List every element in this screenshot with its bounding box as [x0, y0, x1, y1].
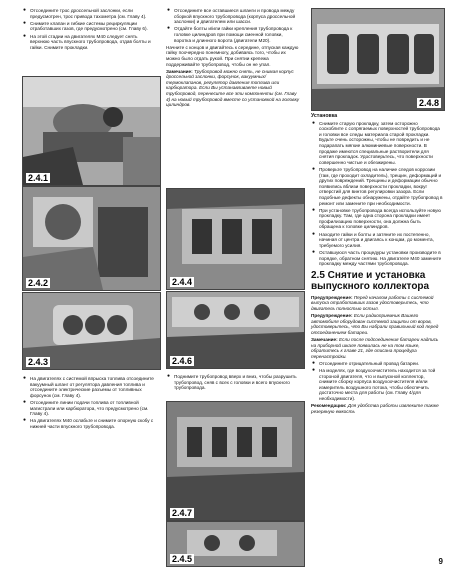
list-item-text: При установке трубопровода всегда используйте новую прокладку. Там, где одна сторона прокладки имеет профилизацию поверхности, она должна быть обращена к головке цилиндров. [319, 207, 441, 230]
photo-2-4-5 [166, 521, 305, 567]
list-item: ● На моделях, где воздухоочиститель находится за той стороной двигателя, что и выпускной коллектор, снимите сборку корпуса воздухоочистителя и/или измеритель воздушного потока, чтобы обеспечить достаточно места для работы (см. Главу 4/для необходимости). [312, 367, 436, 401]
recommendation-label: Рекомендации: [311, 403, 347, 409]
list-item-text: Отсоедините трос дроссельной заслонки, если предусмотрен, трос привода тахометра (см. Главу 4). [30, 8, 147, 19]
list-item-text: Проверьте трубопровод на наличие следов коррозии (там, где проходит охладитель), трещин, деформаций и других повреждений. Трещины и деформации обычно появились вблизи поверхности прокладки, вокруг отверстий для винтов регулировки зазора. Если подобные дефекты обнаружены, отдайте трубопровод в ремонт или замените при необходимости. [319, 166, 443, 206]
photo-2-4-3 [22, 292, 161, 370]
list-item-text: На двигателях М40 ослабьте и снимите опорную скобу с нижней части впускного трубопровода. [30, 418, 154, 429]
photo-2-4-4 [166, 188, 305, 290]
list-item-text: Снимите клапан и гибкие системы рециркуляции отработавших газов, где предусмотрено (см. Главу 6). [30, 20, 148, 32]
engine-photo-image [23, 77, 160, 185]
list-item: ● Оставшуюся часть процедуры установки производите в порядке, обратном снятию. На двигателе М40 замените прокладку между частями трубопровода. [312, 249, 442, 267]
recommendation-text: Для удобства работы извлеките также резервную емкость [311, 403, 439, 414]
note-text: Трубопровод можно снять, не снимая корпус дроссельной заслонки, форсунок, вакуумных/термоклапанов, регулятор давления топлива или карбюратора. Если Вы устанавливаете новый трубопровод, перенесите все эти компоненты (см. Главу 4) на новый трубопровод вместе со установкой на головку цилиндров. [166, 68, 300, 108]
note-text: Если после подсоединения батареи надпись на приборной шкале появилась не на том языке, обратитесь к главе 21, где описана процедура перенастройки. [311, 336, 439, 359]
warning-text: Перед началом работы с системой выпуска отработавших газов удостоверьтесь, что двигатель полностью остыл. [311, 294, 434, 311]
photo-caption: 2.4.5 [172, 554, 193, 564]
list-item-text: Отсоедините все оставшиеся шланги и провода между сборкой впускного трубопровода (корпуса дроссельной заслонки) и двигателем или шасси. [174, 8, 296, 25]
column-2-bottom [166, 374, 301, 392]
photo-caption: 2.4.7 [172, 508, 193, 518]
list-item: ● Находите гайки и болты и затяните их постепенно, начиная от центра и двигаясь к концам, до момента, требуемого усилия. [312, 230, 434, 248]
list-item-text: На моделях, где воздухоочиститель находится за той стороной двигателя, что и выпускной коллектор, снимите сборку корпуса воздухоочистителя и/или измеритель воздушного потока, чтобы обеспечить достаточно места для работы (см. Главу 4/для необходимости). [319, 368, 436, 401]
list-item-text: Снимите старую прокладку, затем осторожно соскоблите с сопрягаемых поверхностей трубопровода и головки все следы материала старой прокладки. Будьте очень осторожны, чтобы не повредить и не подарапать мягкие алюминиевые поверхности. В продаже имеются специальные растворители для снятия прокладок. Удостоверьтесь, что поверхности совершенно чистые и обезжирены. [319, 120, 440, 165]
column-2-top [166, 8, 301, 109]
paragraph: Начните с концов и двигайтесь к середине, отпуская каждую гайку поочередно понемногу, добиваясь того, чтобы их можно было отдать рукой. При снятии крепежа поддерживайте трубопровод, чтобы он не упал. [166, 44, 299, 67]
list-item: ● На двигателях М40 ослабьте и снимите опорную скобу с нижней части впускного трубопровода. [23, 417, 154, 429]
photo-caption: 2.4.2 [28, 278, 49, 288]
note [311, 337, 443, 359]
recommendation [311, 403, 443, 414]
list-item-text: Поднимите трубопровод вверх и вниз, чтобы разрушить трубопровод, сняв с всех с головки и всего впускного трубопровода. [174, 374, 297, 391]
photo-2-4-1 [22, 76, 161, 186]
warning-label: Предупреждение: [311, 313, 353, 319]
engine-photo-image [167, 402, 304, 520]
note-label: Замечание: [166, 68, 193, 74]
warning-text: Если радиоприемник Вашего автомобиля оборудован системой защиты от воров, удостоверьтесь, что Вы набрали правильный код перед отсоединением батареи. [311, 313, 439, 335]
list-item-text: Находите гайки и болты и затяните их постепенно, начиная от центра и двигаясь к концам, до момента, требуемого усилия. [319, 231, 434, 248]
engine-photo-image [167, 189, 304, 289]
note-label: Замечание: [311, 336, 338, 342]
list-item: ● Снимите старую прокладку, затем осторожно соскоблите с сопрягаемых поверхностей трубопровода и головки все следы материала старой прокладки. Будьте очень осторожны, чтобы не повредить и не подарапать мягкие алюминиевые поверхности. В продаже имеются специальные растворители для снятия прокладок. Удостоверьтесь, что поверхности совершенно чистые и обезжирены. [312, 119, 440, 165]
column-3 [311, 112, 443, 416]
warning-label: Предупреждение: [311, 294, 353, 300]
list-item: ● При установке трубопровода всегда используйте новую прокладку. Там, где одна сторона прокладки имеет профилизацию поверхности, она должна быть обращена к головке цилиндров. [312, 206, 441, 230]
photo-caption: 2.4.8 [418, 98, 439, 108]
column-1-top [22, 8, 157, 52]
list-item-text: Оставшуюся часть процедуры установки производите в порядке, обратном снятию. На двигателе М40 замените прокладку между частями трубопровода. [319, 250, 442, 267]
list-item: ● Отдайте болты и/или гайки крепления трубопровода к головке цилиндров при помощи сменной головки, воротка и длинного ворота (двигатели М20). [167, 25, 293, 43]
photo-2-4-7 [166, 401, 305, 521]
subheading-installation: Установка [311, 113, 338, 119]
engine-photo-image [23, 187, 160, 290]
list-item-text: На этой стадии на двигателях М40 следует снять верхнюю часть впускного трубопровода, отдав болты и гайки. Снимите прокладки. [30, 33, 151, 50]
photo-2-4-6 [166, 291, 305, 369]
list-item: ● Проверьте трубопровод на наличие следов коррозии (там, где проходит охладитель), трещин, деформаций и других повреждений. Трещины и деформации обычно появились вблизи поверхности прокладки, вокруг отверстий для винтов регулировки зазора. Если подобные дефекты обнаружены, отдайте трубопровод в ремонт или замените при необходимости. [312, 165, 443, 206]
warning [311, 295, 443, 312]
page-number: 9 [438, 557, 443, 566]
photo-caption: 2.4.6 [172, 356, 193, 366]
list-item: ● Отсоедините трос дроссельной заслонки, если предусмотрен, трос привода тахометра (см. Главу 4). [23, 7, 147, 19]
section-heading: 2.5 Снятие и установка выпускного коллектора [311, 269, 430, 292]
list-item-text: На двигателях с системой впрыска топлива отсоедините вакуумный шланг от регулятора давления топлива и отсоедините электрические разъемы от топливных форсунок (см. Главу 4). [30, 376, 154, 398]
list-item-text: Отсоедините отрицательный провод батареи. [319, 360, 420, 366]
note [166, 69, 301, 108]
list-item: ● Отсоедините отрицательный провод батареи. [312, 359, 420, 366]
list-item-text: Отсоедините линии подачи топлива от топливной магистрали или карбюратора, что предусмотрено (см. Главу 4). [30, 399, 149, 417]
photo-caption: 2.4.4 [172, 277, 193, 287]
column-1-bottom [22, 376, 157, 431]
list-item-text: Отдайте болты и/или гайки крепления трубопровода к головке цилиндров при помощи сменной головки, воротка и длинного ворота (двигатели М20). [174, 26, 293, 43]
list-item: ● На этой стадии на двигателях М40 следует снять верхнюю часть впускного трубопровода, отдав болты и гайки. Снимите прокладки. [23, 32, 151, 50]
photo-caption: 2.4.1 [28, 173, 49, 183]
list-item: ● На двигателях с системой впрыска топлива отсоедините вакуумный шланг от регулятора давления топлива и отсоедините электрические разъемы от топливных форсунок (см. Главу 4). [23, 375, 154, 398]
engine-photo-image [312, 9, 444, 110]
photo-2-4-2 [22, 186, 161, 291]
warning [311, 313, 443, 335]
photo-caption: 2.4.3 [28, 357, 49, 367]
list-item: ● Снимите клапан и гибкие системы рециркуляции отработавших газов, где предусмотрено (см. Главу 6). [23, 19, 148, 32]
list-item: ● Отсоедините линии подачи топлива от топливной магистрали или карбюратора, что предусмотрено (см. Главу 4). [23, 398, 149, 417]
photo-2-4-8 [311, 8, 445, 111]
list-item: ● Отсоедините все оставшиеся шланги и провода между сборкой впускного трубопровода (корпуса дроссельной заслонки) и двигателем или шасси. [167, 7, 296, 25]
list-item: ● Поднимите трубопровод вверх и вниз, чтобы разрушить трубопровод, сняв с всех с головки и всего впускного трубопровода. [167, 373, 297, 391]
